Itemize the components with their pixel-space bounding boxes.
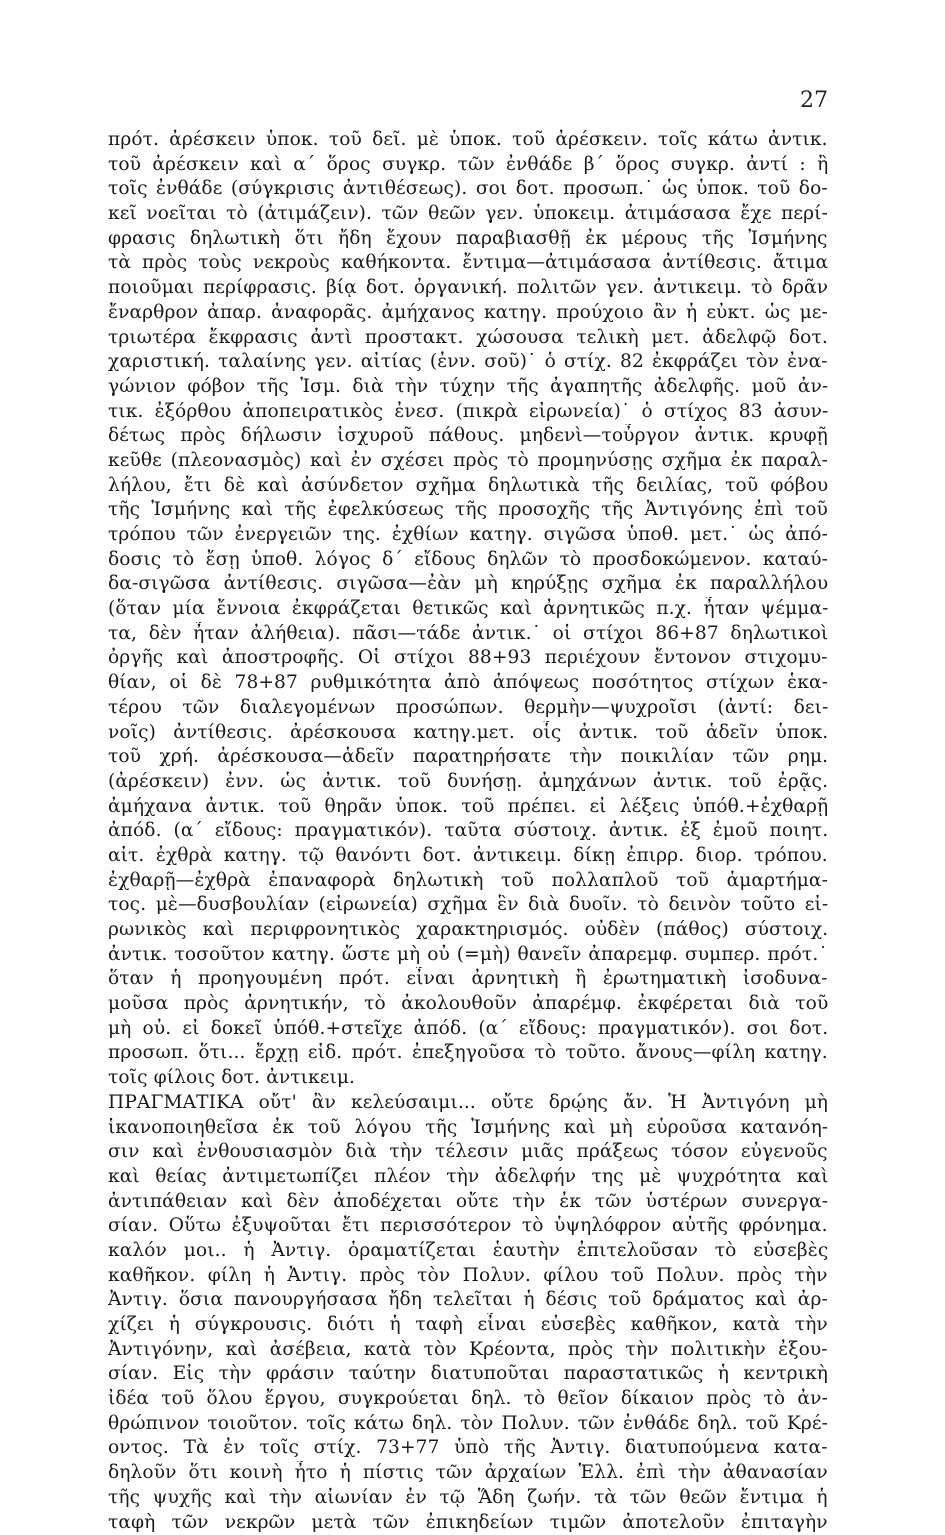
- text-line: Ἀντιγόνην, καὶ ἀσέβεια, κατὰ τὸν Κρέοντα, πρὸς τὴν πολιτικὴν ἐξου-: [108, 1338, 830, 1363]
- text-line: ἔναρθρον ἀπαρ. ἀναφορᾶς. ἀμήχανος κατηγ. προύχοιο ἂν ἡ εὐκτ. ὡς με-: [108, 301, 830, 326]
- text-line: θίαν, οἱ δὲ 78+87 ρυθμικότητα ἀπὸ ἀπόψεως ποσότητος στίχων ἑκα-: [108, 671, 830, 696]
- text-line: προσωπ. ὅτι... ἔρχῃ εἰδ. πρότ. ἐπεξηγοῦσα τὸ τοῦτο. ἄνους—φίλη κατηγ.: [108, 1041, 830, 1066]
- text-line: κεῦθε (πλεονασμὸς) καὶ ἐν σχέσει πρὸς τὸ προμηνύσῃς σχῆμα ἐκ παραλ-: [108, 449, 830, 474]
- text-line: (ἀρέσκειν) ἐνν. ὡς ἀντικ. τοῦ δυνήσῃ. ἀμηχάνων ἀντικ. τοῦ ἐρᾷς.: [108, 770, 830, 795]
- text-line: μὴ οὐ. εἰ δοκεῖ ὑπόθ.+στεῖχε ἀπόδ. (α΄ εἴδους: πραγματικόν). σοι δοτ.: [108, 1017, 830, 1042]
- text-line: ὀργῆς καὶ ἀποστροφῆς. Οἱ στίχοι 88+93 περιέχουν ἔντονον στιχομυ-: [108, 646, 830, 671]
- text-line: ἐχθαρῇ—ἐχθρὰ ἐπαναφορὰ δηλωτικὴ τοῦ πολλαπλοῦ τοῦ ἁμαρτήμα-: [108, 869, 830, 894]
- text-line: τα, δὲν ἦταν ἀλήθεια). πᾶσι—τάδε ἀντικ.˙ οἱ στίχοι 86+87 δηλωτικοὶ: [108, 622, 830, 647]
- text-line: τῆς ψυχῆς καὶ τὴν αἰωνίαν ἐν τῷ Ἅδη ζωήν. τὰ τῶν θεῶν ἔντιμα ἡ: [108, 1486, 830, 1511]
- text-line: ἀντικ. τοσοῦτον κατηγ. ὥστε μὴ οὐ (=μὴ) θανεῖν ἀπαρεμφ. συμπερ. πρότ.˙: [108, 943, 830, 968]
- text-line: τοῦ χρή. ἀρέσκουσα—ἁδεῖν παρατηρήσατε τὴν ποικιλίαν τῶν ρημ.: [108, 745, 830, 770]
- text-line: τος. μὲ—δυσβουλίαν (εἰρωνεία) σχῆμα ἓν διὰ δυοῖν. τὸ δεινὸν τοῦτο εἰ-: [108, 893, 830, 918]
- text-line: αἰτ. ἐχθρὰ κατηγ. τῷ θανόντι δοτ. ἀντικειμ. δίκῃ ἐπιρρ. διορ. τρόπου.: [108, 844, 830, 869]
- text-line: δα-σιγῶσα ἀντίθεσις. σιγῶσα—ἐὰν μὴ κηρύξῃς σχῆμα ἐκ παραλλήλου: [108, 572, 830, 597]
- text-line: δέτως πρὸς δήλωσιν ἰσχυροῦ πάθους. μηδενὶ—τοὖργον ἀντικ. κρυφῇ: [108, 424, 830, 449]
- text-line: δοσις τὸ ἔσῃ ὑποθ. λόγος δ΄ εἴδους δηλῶν τὸ προσδοκώμενον. καταύ-: [108, 548, 830, 573]
- text-line: καθῆκον. φίλη ἡ Ἀντιγ. πρὸς τὸν Πολυν. φίλου τοῦ Πολυν. πρὸς τὴν: [108, 1264, 830, 1289]
- text-line: ἀντιπάθειαν καὶ δὲν ἀποδέχεται οὔτε τὴν ἐκ τῶν ὑστέρων συνεργα-: [108, 1190, 830, 1215]
- text-line: φρασις δηλωτικὴ ὅτι ἤδη ἔχουν παραβιασθῇ ἐκ μέρους τῆς Ἰσμήνης: [108, 227, 830, 252]
- text-line: τοῖς φίλοις δοτ. ἀντικειμ.: [108, 1066, 830, 1091]
- text-line: ὅταν ἡ προηγουμένη πρότ. εἶναι ἀρνητικὴ ἢ ἐρωτηματικὴ ἰσοδυνα-: [108, 967, 830, 992]
- text-line: νοῖς) ἀντίθεσις. ἀρέσκουσα κατηγ.μετ. οἷς ἀντικ. τοῦ ἁδεῖν ὑποκ.: [108, 721, 830, 746]
- text-line: τέρου τῶν διαλεγομένων προσώπων. θερμὴν—ψυχροῖσι (ἀντί: δει-: [108, 696, 830, 721]
- text-line: σιν καὶ ἐνθουσιασμὸν διὰ τὴν τέλεσιν μιᾶς πράξεως τόσον εὐγενοῦς: [108, 1140, 830, 1165]
- text-line: δηλοῦν ὅτι κοινὴ ἦτο ἡ πίστις τῶν ἀρχαίων Ἑλλ. ἐπὶ τὴν ἀθανασίαν: [108, 1461, 830, 1486]
- text-line: τικ. ἐξόρθου ἀποπειρατικὸς ἐνεσ. (πικρὰ εἰρωνεία)˙ ὁ στίχος 83 ἀσυν-: [108, 400, 830, 425]
- text-line: τοῖς ἐνθάδε (σύγκρισις ἀντιθέσεως). σοι δοτ. προσωπ.˙ ὡς ὑποκ. τοῦ δο-: [108, 177, 830, 202]
- text-line: τρόπου τῶν ἐνεργειῶν της. ἐχθίων κατηγ. σιγῶσα ὑποθ. μετ.˙ ὡς ἀπό-: [108, 523, 830, 548]
- text-line: καλόν μοι.. ἡ Ἀντιγ. ὁραματίζεται ἑαυτὴν ἐπιτελοῦσαν τὸ εὐσεβὲς: [108, 1239, 830, 1264]
- text-line: ρωνικὸς καὶ περιφρονητικὸς χαρακτηρισμός. οὐδὲν (πάθος) σύστοιχ.: [108, 918, 830, 943]
- text-line: λήλου, ἔτι δὲ καὶ ἀσύνδετον σχῆμα δηλωτικὰ τῆς δειλίας, τοῦ φόβου: [108, 474, 830, 499]
- page-number: 27: [798, 88, 828, 113]
- text-line: κεῖ νοεῖται τὸ (ἀτιμάζειν). τῶν θεῶν γεν. ὑποκειμ. ἀτιμάσασα ἔχε περί-: [108, 202, 830, 227]
- text-line: μοῦσα πρὸς ἀρνητικήν, τὸ ἀκολουθοῦν ἀπαρέμφ. ἐκφέρεται διὰ τοῦ: [108, 992, 830, 1017]
- text-line: καὶ θείας ἀντιμετωπίζει πλέον τὴν ἀδελφήν της μὲ ψυχρότητα καὶ: [108, 1165, 830, 1190]
- text-line: πρότ. ἀρέσκειν ὑποκ. τοῦ δεῖ. μὲ ὑποκ. τοῦ ἀρέσκειν. τοῖς κάτω ἀντικ.: [108, 128, 830, 153]
- text-line: ταφὴ τῶν νεκρῶν μετὰ τῶν ἐπικηδείων τιμῶν ἀποτελοῦν ἐπιταγὴν: [108, 1511, 830, 1535]
- text-line: τοῦ ἀρέσκειν καὶ α΄ ὅρος συγκρ. τῶν ἐνθάδε β΄ ὅρος συγκρ. ἀντί : ἢ: [108, 153, 830, 178]
- text-line: Ἀντιγ. ὅσια πανουργήσασα ἤδη τελεῖται ἡ δέσις τοῦ δράματος καὶ ἀρ-: [108, 1288, 830, 1313]
- text-line: σίαν. Εἰς τὴν φράσιν ταύτην διατυποῦται παραστατικῶς ἡ κεντρικὴ: [108, 1362, 830, 1387]
- text-line: θρώπινον τοιοῦτον. τοῖς κάτω δηλ. τὸν Πολυν. τῶν ἐνθάδε δηλ. τοῦ Κρέ-: [108, 1412, 830, 1437]
- text-line: σίαν. Οὕτω ἐξυψοῦται ἔτι περισσότερον τὸ ὑψηλόφρον αὐτῆς φρόνημα.: [108, 1214, 830, 1239]
- text-line: ἰδέα τοῦ ὅλου ἔργου, συγκρούεται δηλ. τὸ θεῖον δίκαιον πρὸς τὸ ἀν-: [108, 1387, 830, 1412]
- text-line: (ὅταν μία ἔννοια ἐκφράζεται θετικῶς καὶ ἀρνητικῶς π.χ. ἦταν ψέμμα-: [108, 597, 830, 622]
- body-text: [108, 128, 830, 1535]
- text-line: τῆς Ἰσμήνης καὶ τῆς ἐφελκύσεως τῆς προσοχῆς τῆς Ἀντιγόνης ἐπὶ τοῦ: [108, 498, 830, 523]
- text-line: ἱκανοποιηθεῖσα ἐκ τοῦ λόγου τῆς Ἰσμήνης καὶ μὴ εὑροῦσα κατανόη-: [108, 1116, 830, 1141]
- text-line: ἀπόδ. (α΄ εἴδους: πραγματικόν). ταῦτα σύστοιχ. ἀντικ. ἐξ ἐμοῦ ποιητ.: [108, 819, 830, 844]
- text-line: χίζει ἡ σύγκρουσις. διότι ἡ ταφὴ εἶναι εὐσεβὲς καθῆκον, κατὰ τὴν: [108, 1313, 830, 1338]
- text-line: χαριστική. ταλαίνης γεν. αἰτίας (ἐνν. σοῦ)˙ ὁ στίχ. 82 ἐκφράζει τὸν ἐνα-: [108, 350, 830, 375]
- text-line: ποιοῦμαι περίφρασις. βίᾳ δοτ. ὀργανική. πολιτῶν γεν. ἀντικειμ. τὸ δρᾶν: [108, 276, 830, 301]
- text-line: ἀμήχανα ἀντικ. τοῦ θηρᾶν ὑποκ. τοῦ πρέπει. εἰ λέξεις ὑπόθ.+ἐχθαρῇ: [108, 795, 830, 820]
- text-line: ΠΡΑΓΜΑΤΙΚΑ οὔτ' ἂν κελεύσαιμι... οὔτε δρῴης ἄν. Ἡ Ἀντιγόνη μὴ: [108, 1091, 830, 1116]
- text-line: γώνιον φόβον τῆς Ἰσμ. διὰ τὴν τύχην τῆς ἀγαπητῆς ἀδελφῆς. μοῦ ἀν-: [108, 375, 830, 400]
- text-line: οντος. Τὰ ἐν τοῖς στίχ. 73+77 ὑπὸ τῆς Ἀντιγ. διατυπούμενα κατα-: [108, 1436, 830, 1461]
- text-line: τριωτέρα ἔκφρασις ἀντὶ προστακτ. χώσουσα τελικὴ μετ. ἀδελφῷ δοτ.: [108, 326, 830, 351]
- text-line: τὰ πρὸς τοὺς νεκροὺς καθήκοντα. ἔντιμα—ἀτιμάσασα ἀντίθεσις. ἄτιμα: [108, 251, 830, 276]
